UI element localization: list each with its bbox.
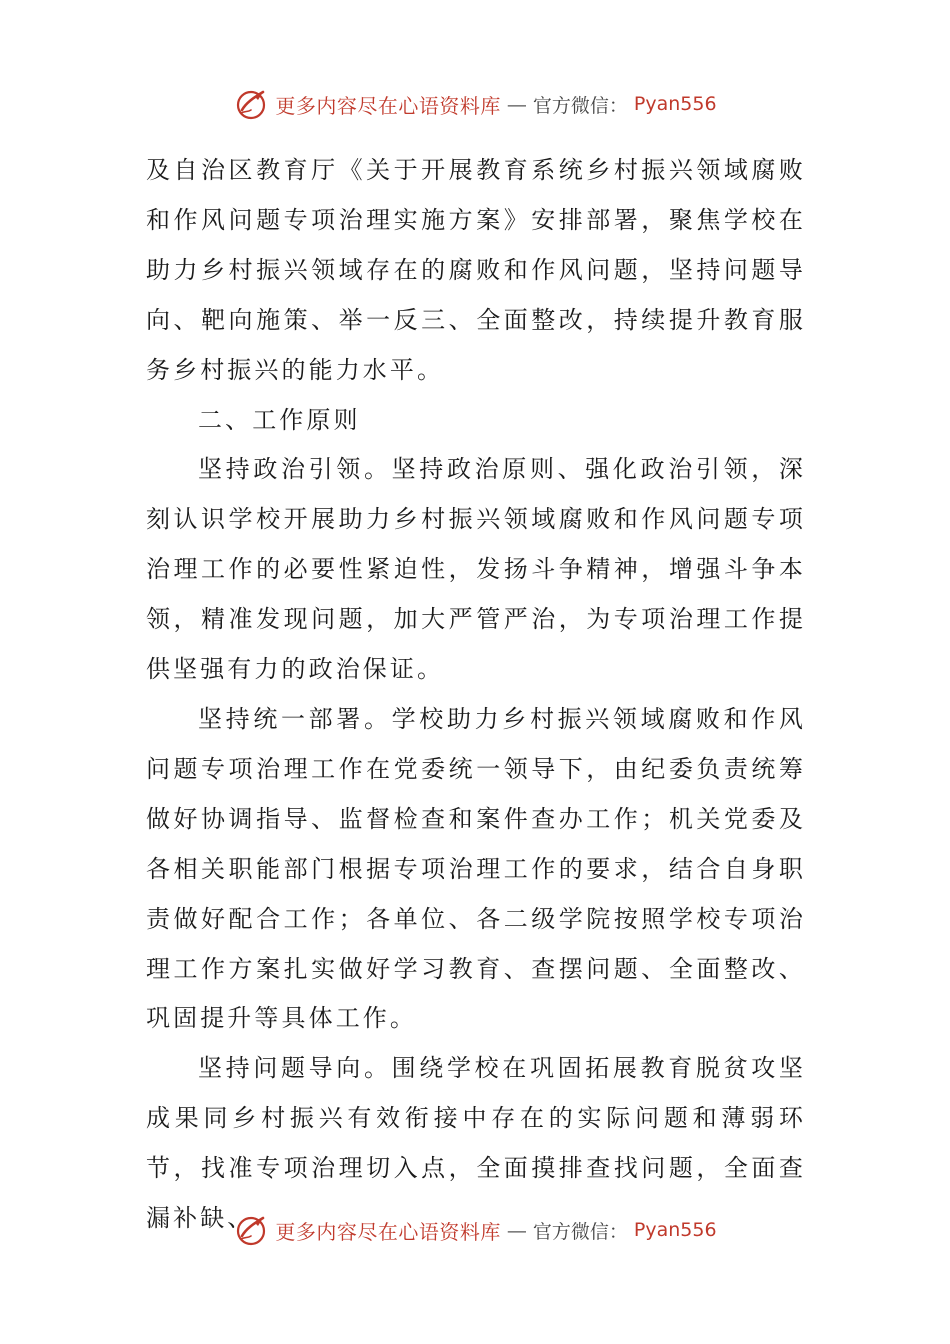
pen-logo-icon [233, 86, 269, 122]
footer-watermark-banner [0, 1210, 950, 1250]
pen-logo-icon [233, 1212, 269, 1248]
body-paragraph: 坚持问题导向。围绕学校在巩固拓展教育脱贫攻坚成果同乡村振兴有效衔接中存在的实际问题和薄弱环节，找准专项治理切入点，全面摸排查找问题，全面查漏补缺、 [146, 1054, 806, 1233]
document-body [146, 146, 806, 1244]
watermark-contact-label: 官方微信： [532, 94, 628, 117]
watermark-slogan: 更多内容尽在心语资料库 [275, 1219, 501, 1244]
watermark-separator: — [506, 92, 527, 116]
body-paragraph: 坚持统一部署。学校助力乡村振兴领域腐败和作风问题专项治理工作在党委统一领导下，由纪委负责统筹做好协调指导、监督检查和案件查办工作；机关党委及各相关职能部门根据专项治理工作的要求，结合自身职责做好配合工作；各单位、各二级学院按照学校专项治理工作方案扎实做好学习教育、查摆问题、全面整改、巩固提升等具体工作。 [146, 704, 806, 1033]
body-paragraph: 坚持政治引领。坚持政治原则、强化政治引领，深刻认识学校开展助力乡村振兴领域腐败和作风问题专项治理工作的必要性紧迫性，发扬斗争精神，增强斗争本领，精准发现问题，加大严管严治，为专项治理工作提供坚强有力的政治保证。 [146, 455, 806, 684]
watermark-separator: — [506, 1218, 527, 1242]
watermark-contact-label: 官方微信： [532, 1220, 628, 1243]
section-heading: 二、工作原则 [198, 405, 361, 434]
watermark-contact-handle: Pyan556 [633, 93, 717, 115]
watermark-slogan: 更多内容尽在心语资料库 [275, 93, 501, 118]
header-watermark-banner [0, 84, 950, 124]
watermark-contact-handle: Pyan556 [633, 1219, 717, 1241]
body-paragraph: 及自治区教育厅《关于开展教育系统乡村振兴领域腐败和作风问题专项治理实施方案》安排部署，聚焦学校在助力乡村振兴领域存在的腐败和作风问题，坚持问题导向、靶向施策、举一反三、全面整改，持续提升教育服务乡村振兴的能力水平。 [146, 156, 806, 384]
